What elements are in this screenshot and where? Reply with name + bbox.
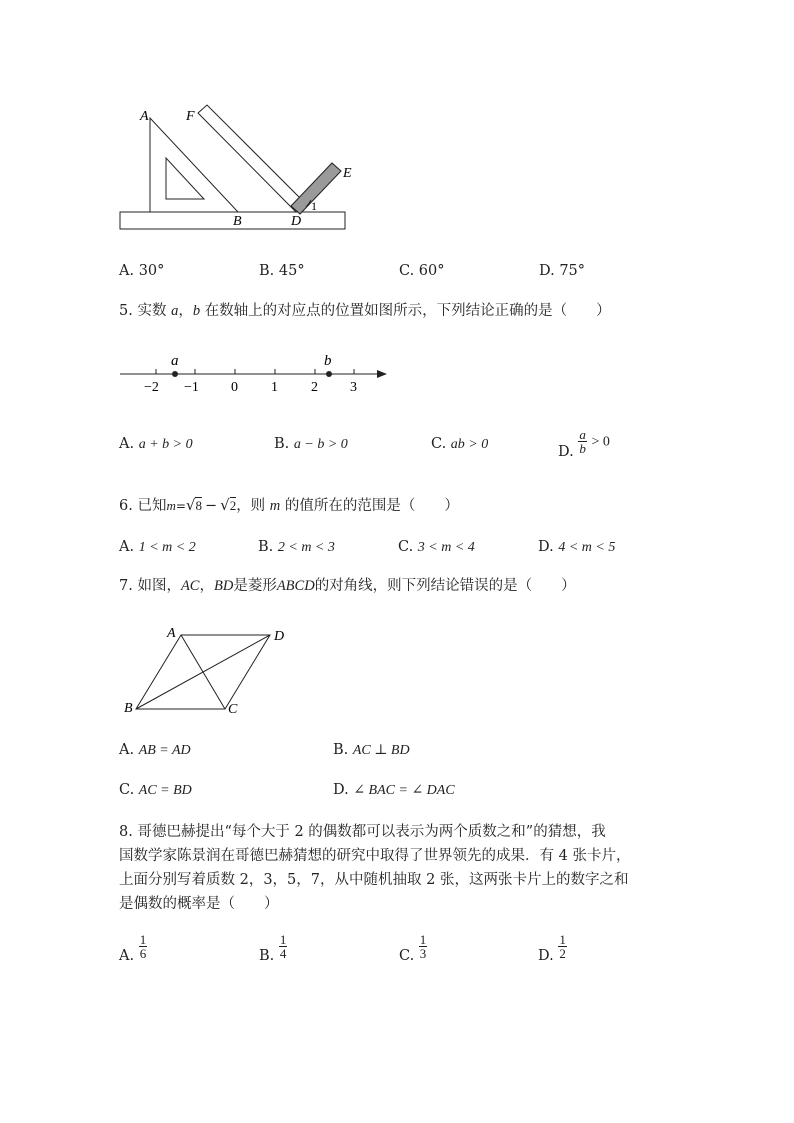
option-fraction: $\frac{1}{4}$ — [279, 932, 287, 961]
rhombus-name: ABCD — [276, 578, 315, 594]
question-number: 7. — [119, 578, 133, 594]
stem-text: 是菱形 — [233, 578, 277, 594]
option-expr: ∠ BAC = ∠ DAC — [353, 783, 455, 798]
tick-label: 3 — [350, 380, 357, 395]
set-square-hole — [166, 158, 204, 199]
q6-option-a[interactable] — [119, 539, 196, 556]
point-b — [326, 371, 332, 377]
option-letter: A. — [119, 742, 135, 758]
var-m: m — [269, 498, 281, 514]
stem-text: 的值所在的范围是（ ） — [284, 498, 459, 514]
tick-label: 0 — [231, 380, 238, 395]
set-square — [150, 118, 238, 212]
q5-stem — [119, 301, 611, 321]
option-letter: C. — [399, 947, 415, 964]
q7-option-a[interactable] — [119, 742, 191, 759]
var-b: b — [192, 303, 201, 319]
q4-option-d[interactable] — [539, 263, 585, 279]
option-letter: A. — [119, 436, 135, 452]
option-expr: AC ⊥ BD — [352, 743, 410, 758]
q6-stem — [119, 495, 459, 516]
option-expr: ab > 0 — [450, 437, 489, 452]
label-D: D — [274, 629, 285, 644]
option-letter: D. — [558, 443, 574, 460]
q4-option-b[interactable] — [259, 263, 305, 279]
q8-option-d[interactable] — [538, 932, 567, 964]
point-a — [172, 371, 178, 377]
long-ruler — [198, 105, 305, 212]
option-fraction: $\frac{1}{6}$ — [139, 932, 147, 961]
option-expr: AC = BD — [138, 783, 192, 798]
q5-number-line — [115, 348, 395, 398]
option-letter: D. — [333, 782, 349, 798]
option-letter: B. — [333, 742, 349, 758]
option-expr: 4 < m < 5 — [558, 540, 616, 555]
option-fraction: $\frac{1}{2}$ — [559, 932, 566, 961]
label-D: D — [291, 214, 302, 229]
option-letter: A. — [119, 539, 135, 555]
q6-option-c[interactable] — [398, 539, 475, 556]
option-expr: a − b > 0 — [293, 437, 348, 452]
var-a: a — [171, 303, 179, 319]
option-letter: B. — [274, 436, 290, 452]
q6-option-d[interactable] — [538, 539, 615, 556]
minus-sign: − — [204, 498, 218, 514]
stem-text: 哥德巴赫提出“每个大于 2 的偶数都可以表示为两个质数之和”的猜想，我 — [137, 824, 606, 840]
stem-sep: ， — [199, 578, 214, 594]
option-letter: C. — [398, 539, 414, 555]
question-number: 8. — [119, 824, 133, 840]
option-value: 75° — [559, 263, 586, 279]
q7-rhombus-figure — [118, 622, 298, 720]
stem-sep: ， — [178, 303, 193, 319]
q4-option-a[interactable] — [119, 263, 164, 279]
option-fraction: $\frac{1}{3}$ — [419, 932, 427, 961]
option-expr: AB = AD — [138, 743, 191, 758]
option-fraction: $\frac{a}{b}$ — [579, 427, 586, 456]
option-value: 45° — [278, 263, 305, 279]
q8-option-c[interactable] — [399, 932, 427, 964]
q7-option-c[interactable] — [119, 782, 192, 799]
sqrt-icon: √ — [185, 496, 196, 514]
stem-text: 如图， — [137, 578, 181, 594]
option-letter: D. — [539, 263, 555, 279]
label-A: A — [140, 109, 149, 124]
label-F: F — [186, 109, 195, 124]
label-a: a — [171, 353, 179, 369]
option-letter: C. — [431, 436, 447, 452]
tick-label: −1 — [184, 380, 199, 395]
q7-option-b[interactable] — [333, 742, 410, 759]
q8-option-b[interactable] — [259, 932, 287, 964]
option-letter: B. — [258, 539, 274, 555]
q5-option-d[interactable] — [558, 427, 610, 460]
q8-option-a[interactable] — [119, 932, 147, 964]
q7-stem — [119, 576, 576, 596]
option-letter: C. — [119, 782, 135, 798]
option-expr: > 0 — [591, 434, 610, 450]
tick-label: 1 — [271, 380, 278, 395]
option-value: 30° — [138, 263, 165, 279]
q5-option-b[interactable] — [274, 436, 348, 453]
option-letter: D. — [538, 947, 554, 964]
option-value: 60° — [418, 263, 445, 279]
option-letter: A. — [119, 263, 135, 279]
stem-text: 实数 — [137, 303, 167, 319]
q6-option-b[interactable] — [258, 539, 335, 556]
stem-text: 在数轴上的对应点的位置如图所示，下列结论正确的是（ ） — [204, 303, 611, 319]
label-b: b — [324, 353, 332, 369]
var-m: m — [166, 498, 176, 513]
q4-figure — [110, 100, 370, 235]
label-angle-1: 1 — [311, 199, 317, 213]
q7-option-d[interactable] — [333, 782, 455, 799]
radicand-2: 2 — [229, 498, 237, 513]
stem-text: 的对角线，则下列结论错误的是（ ） — [314, 578, 576, 594]
stem-text: 已知 — [137, 498, 167, 514]
question-number: 5. — [119, 303, 133, 319]
stem-text: ，则 — [236, 498, 266, 514]
option-expr: a + b > 0 — [138, 437, 193, 452]
option-letter: A. — [119, 947, 135, 964]
option-expr: 1 < m < 2 — [138, 540, 196, 555]
segment-ac: AC — [180, 578, 200, 594]
sqrt-icon: √ — [220, 496, 230, 514]
stem-line — [119, 820, 630, 844]
label-E: E — [343, 166, 352, 181]
stem-line: 是偶数的概率是（ ） — [119, 896, 279, 912]
label-C: C — [228, 702, 238, 717]
stem-line: 上面分别写着质数 2，3，5，7，从中随机抽取 2 张，这两张卡片上的数字之和 — [119, 872, 629, 888]
option-letter: C. — [399, 263, 415, 279]
segment-bd: BD — [213, 578, 234, 594]
label-B: B — [124, 701, 133, 716]
q4-option-c[interactable] — [399, 263, 445, 279]
tick-label: 2 — [311, 380, 318, 395]
question-number: 6. — [119, 498, 133, 514]
tick-label: −2 — [144, 380, 159, 395]
option-letter: B. — [259, 263, 275, 279]
option-letter: D. — [538, 539, 554, 555]
stem-line: 国数学家陈景润在哥德巴赫猜想的研究中取得了世界领先的成果．有 4 张卡片， — [119, 848, 631, 864]
label-B: B — [233, 214, 242, 229]
diagonal-bd — [136, 635, 270, 709]
radicand-1: 8 — [195, 498, 202, 513]
q5-option-a[interactable] — [119, 436, 193, 453]
equals-sign: = — [175, 499, 186, 513]
label-A: A — [167, 626, 176, 641]
option-letter: B. — [259, 947, 275, 964]
q5-option-c[interactable] — [431, 436, 488, 453]
option-expr: 3 < m < 4 — [417, 540, 475, 555]
option-expr: 2 < m < 3 — [277, 540, 335, 555]
q8-stem — [119, 820, 630, 916]
arrow-head — [377, 370, 387, 378]
